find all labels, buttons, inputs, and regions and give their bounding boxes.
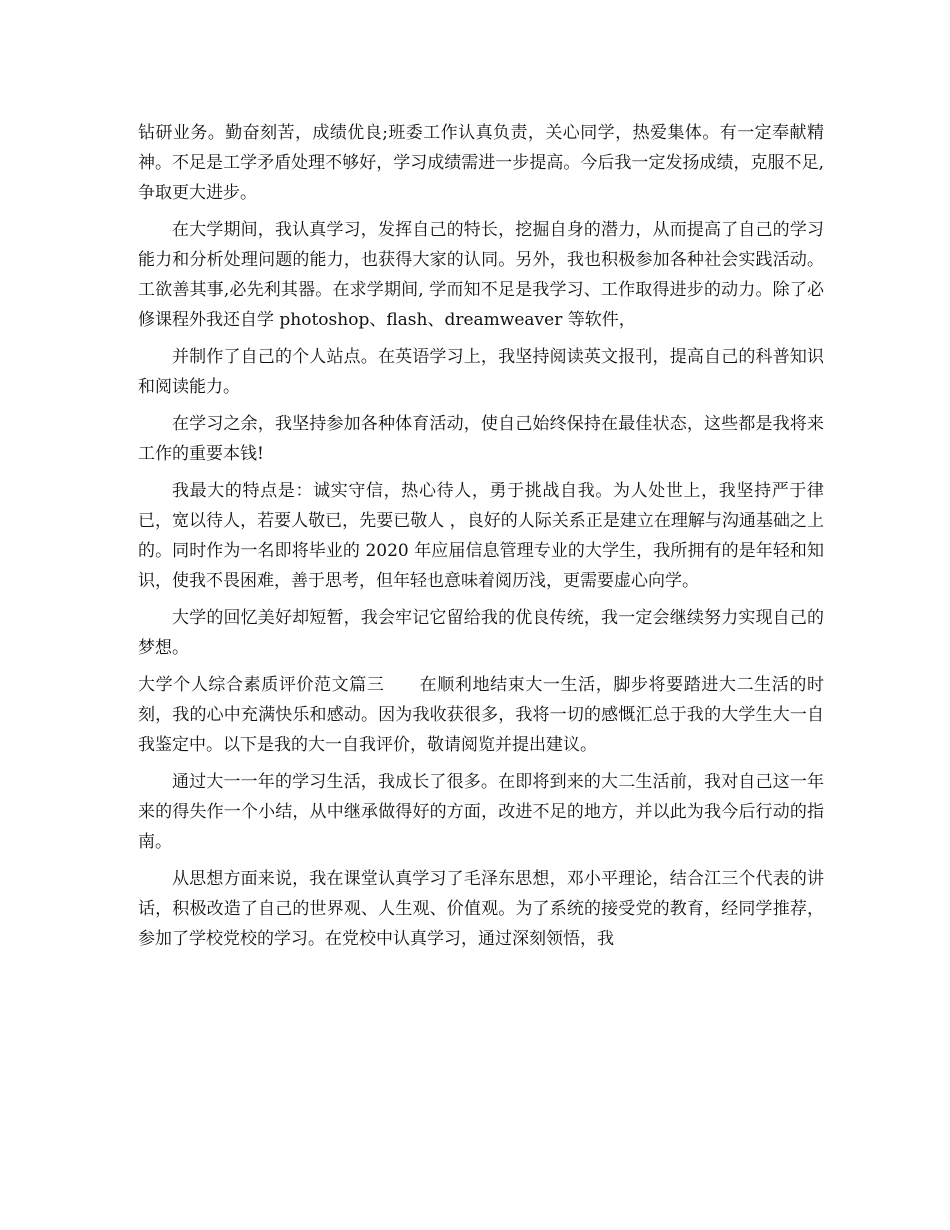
paragraph-4: 在学习之余，我坚持参加各种体育活动，使自己始终保持在最佳状态，这些都是我将来工作的重要本钱! <box>138 414 824 464</box>
section-heading-paragraph: 大学个人综合素质评价范文篇三 在顺利地结束大一生活，脚步将要踏进大二生活的时刻，我的心中充满快乐和感动。因为我收获很多，我将一切的感慨汇总于我的大学生大一自我鉴定中。以下是我的大一自我评价，敬请阅览并提出建议。 <box>138 675 824 755</box>
paragraph-9: 从思想方面来说，我在课堂认真学习了毛泽东思想，邓小平理论，结合江三个代表的讲话，积极改造了自己的世界观、人生观、价值观。为了系统的接受党的教育，经同学推荐，参加了学校党校的学习。在党校中认真学习，通过深刻领悟，我 <box>138 869 824 949</box>
paragraph-8: 通过大一一年的学习生活，我成长了很多。在即将到来的大二生活前，我对自己这一年来的得失作一个小结，从中继承做得好的方面，改进不足的地方，并以此为我今后行动的指南。 <box>138 772 824 852</box>
paragraph-6: 大学的回忆美好却短暂，我会牢记它留给我的优良传统，我一定会继续努力实现自己的梦想。 <box>138 608 824 658</box>
document-page <box>138 118 824 961</box>
paragraph-2: 在大学期间，我认真学习，发挥自己的特长，挖掘自身的潜力，从而提高了自己的学习能力和分析处理问题的能力，也获得大家的认同。另外，我也积极参加各种社会实践活动。工欲善其事,必先利其器。在求学期间, 学而知不足是我学习、工作取得进步的动力。除了必修课程外我还自学 photoshop、flash、dreamweaver 等软件， <box>138 220 824 330</box>
paragraph-3: 并制作了自己的个人站点。在英语学习上，我坚持阅读英文报刊，提高自己的科普知识和阅读能力。 <box>138 347 824 397</box>
paragraph-5: 我最大的特点是：诚实守信，热心待人，勇于挑战自我。为人处世上，我坚持严于律已，宽以待人，若要人敬已，先要已敬人 ，良好的人际关系正是建立在理解与沟通基础之上的。同时作为一名即将毕业的 2020 年应届信息管理专业的大学生，我所拥有的是年轻和知识，使我不畏困难，善于思考，但年轻也意味着阅历浅，更需要虚心向学。 <box>138 481 824 591</box>
paragraph-1: 钻研业务。勤奋刻苦，成绩优良;班委工作认真负责，关心同学，热爱集体。有一定奉献精神。不足是工学矛盾处理不够好，学习成绩需进一步提高。今后我一定发扬成绩，克服不足,争取更大进步。 <box>138 123 824 203</box>
